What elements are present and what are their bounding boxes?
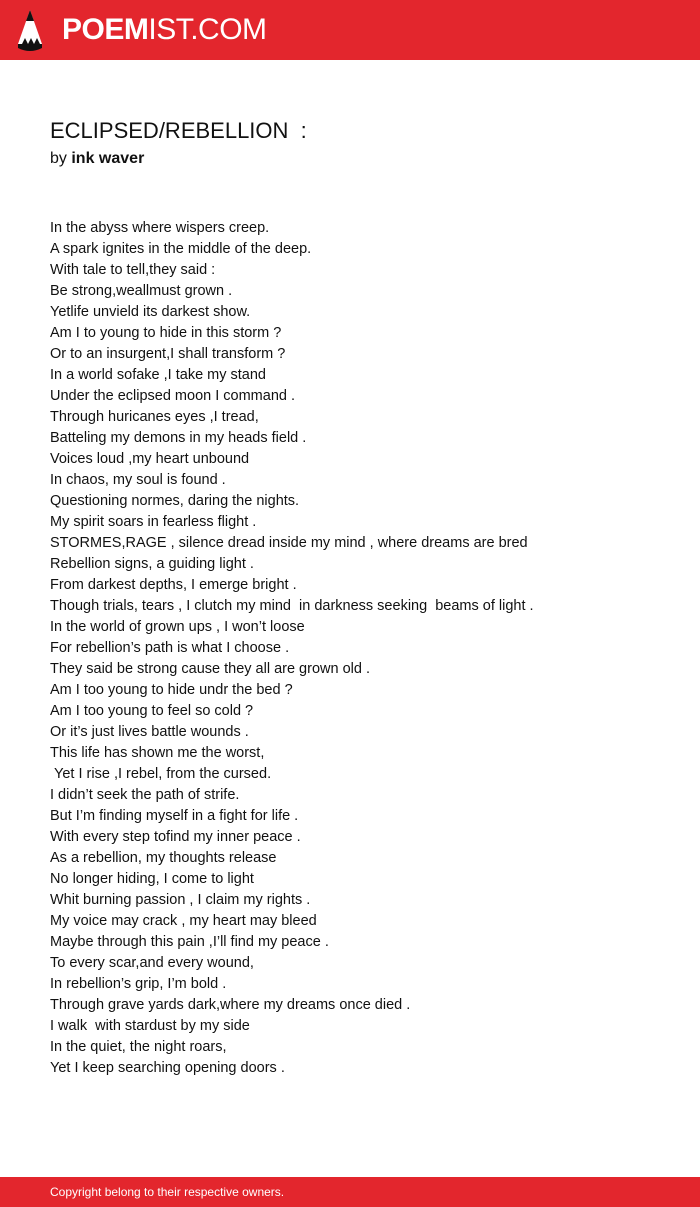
site-footer xyxy=(0,1177,700,1207)
poem-line: Through huricanes eyes ,I tread, xyxy=(50,409,259,425)
poem-line: I didn’t seek the path of strife. xyxy=(50,787,240,803)
poem-line: I walk with stardust by my side xyxy=(50,1018,250,1034)
poem-line: Rebellion signs, a guiding light . xyxy=(50,556,254,572)
poem-line: Voices loud ,my heart unbound xyxy=(50,451,250,467)
poem-body xyxy=(50,218,550,1079)
poem-line: With every step tofind my inner peace . xyxy=(50,829,301,845)
poem-line: No longer hiding, I come to light xyxy=(50,871,254,887)
copyright-text: Copyright belong to their respective owners. xyxy=(50,1185,285,1199)
poem-line: In a world sofake ,I take my stand xyxy=(50,367,266,383)
byline xyxy=(50,148,144,170)
poem-line: This life has shown me the worst, xyxy=(50,745,265,761)
poem-title: ECLIPSED/REBELLION : xyxy=(50,118,307,143)
poem-line: Or it’s just lives battle wounds . xyxy=(50,724,249,740)
poem-line: Am I too young to feel so cold ? xyxy=(50,703,254,719)
poem-line: My voice may crack , my heart may bleed xyxy=(50,913,317,929)
poem-line: A spark ignites in the middle of the deep. xyxy=(50,241,312,257)
poem-line: Through grave yards dark,where my dreams once died . xyxy=(50,997,411,1013)
poem-line: Though trials, tears , I clutch my mind in darkness seeking beams of light . xyxy=(50,598,534,614)
poem-line: Maybe through this pain ,I’ll find my peace . xyxy=(50,934,329,950)
poem-line: Yet I keep searching opening doors . xyxy=(50,1060,285,1076)
logo-light-text: IST.COM xyxy=(148,13,267,46)
logo-bold-text: POEM xyxy=(62,13,149,46)
author-name: ink waver xyxy=(71,150,145,167)
poem-line: But I’m finding myself in a fight for life . xyxy=(50,808,299,824)
poem-line: In chaos, my soul is found . xyxy=(50,472,226,488)
poem-line: In rebellion’s grip, I’m bold . xyxy=(50,976,227,992)
poem-line: Whit burning passion , I claim my rights . xyxy=(50,892,311,908)
poem-line: With tale to tell,they said : xyxy=(50,262,216,278)
poem-line: STORMES,RAGE , silence dread inside my mind , where dreams are bred xyxy=(50,535,528,551)
poem-line: They said be strong cause they all are grown old . xyxy=(50,661,370,677)
poem-line: In the abyss where wispers creep. xyxy=(50,220,270,236)
poem-line: To every scar,and every wound, xyxy=(50,955,254,971)
pencil-tip-icon xyxy=(16,8,44,52)
poem-line: In the quiet, the night roars, xyxy=(50,1039,227,1055)
poem-line: Under the eclipsed moon I command . xyxy=(50,388,296,404)
poem-line: Be strong,weallmust grown . xyxy=(50,283,233,299)
poem-line: My spirit soars in fearless flight . xyxy=(50,514,257,530)
poem-line: As a rebellion, my thoughts release xyxy=(50,850,277,866)
poem-line: Yetlife unvield its darkest show. xyxy=(50,304,251,320)
poem-line: Am I to young to hide in this storm ? xyxy=(50,325,282,341)
poem-line: From darkest depths, I emerge bright . xyxy=(50,577,297,593)
poem-line: Questioning normes, daring the nights. xyxy=(50,493,300,509)
poem-line: For rebellion’s path is what I choose . xyxy=(50,640,290,656)
poem-line: Batteling my demons in my heads field . xyxy=(50,430,307,446)
by-label: by xyxy=(50,150,67,167)
site-header xyxy=(0,0,700,60)
poem-line: Am I too young to hide undr the bed ? xyxy=(50,682,293,698)
poem-line: Yet I rise ,I rebel, from the cursed. xyxy=(50,766,272,782)
poem-line: In the world of grown ups , I won’t loose xyxy=(50,619,305,635)
site-logo[interactable] xyxy=(62,10,267,50)
poem-line: Or to an insurgent,I shall transform ? xyxy=(50,346,286,362)
